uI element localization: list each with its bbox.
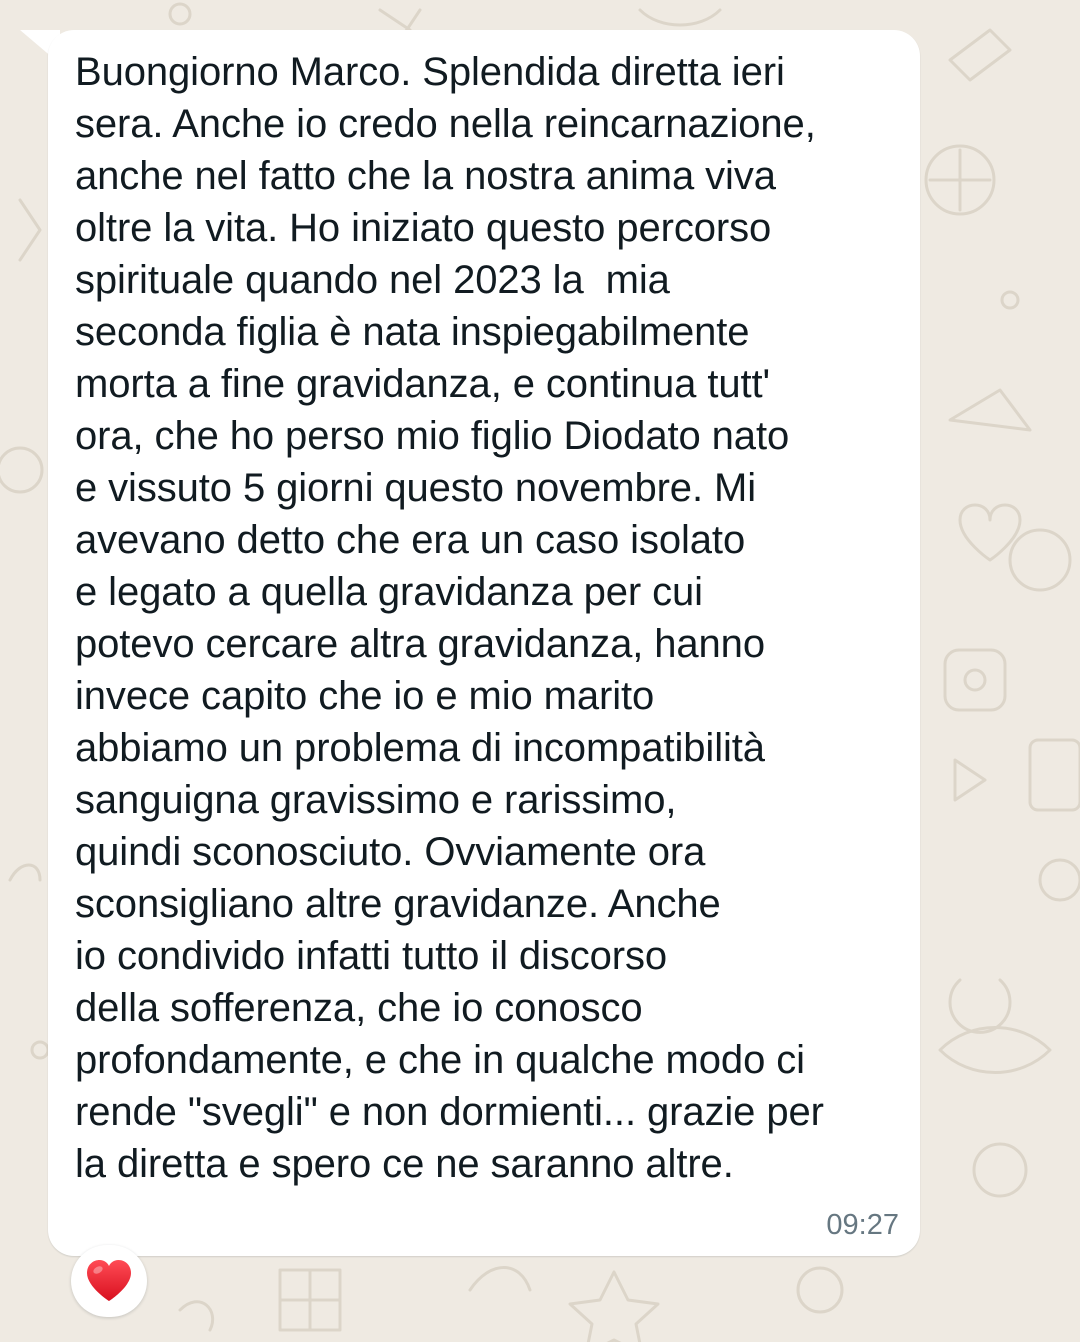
message-line: profondamente, e che in qualche modo ci bbox=[75, 1038, 805, 1082]
message-line: invece capito che io e mio marito bbox=[75, 674, 655, 718]
message-timestamp: 09:27 bbox=[826, 1209, 899, 1241]
message-line: rende "svegli" e non dormienti... grazie per bbox=[75, 1090, 824, 1134]
message-line: abbiamo un problema di incompatibilità bbox=[75, 726, 765, 770]
message-line: sera. Anche io credo nella reincarnazione, bbox=[75, 102, 816, 146]
message-line: seconda figlia è nata inspiegabilmente bbox=[75, 310, 750, 354]
message-line: morta a fine gravidanza, e continua tutt' bbox=[75, 362, 771, 406]
message-line: spirituale quando nel 2023 la mia bbox=[75, 258, 670, 302]
message-line: sconsigliano altre gravidanze. Anche bbox=[75, 882, 721, 926]
message-line: anche nel fatto che la nostra anima viva bbox=[75, 154, 776, 198]
message-line: della sofferenza, che io conosco bbox=[75, 986, 643, 1030]
message-line: e legato a quella gravidanza per cui bbox=[75, 570, 703, 614]
message-line: quindi sconosciuto. Ovviamente ora bbox=[75, 830, 706, 874]
message-line: sanguigna gravissimo e rarissimo, bbox=[75, 778, 677, 822]
message-line: la diretta e spero ce ne saranno altre. bbox=[75, 1142, 734, 1186]
message-line: ora, che ho perso mio figlio Diodato nato bbox=[75, 414, 790, 458]
heart-icon bbox=[85, 1259, 133, 1303]
message-text bbox=[75, 46, 824, 1190]
message-line: e vissuto 5 giorni questo novembre. Mi bbox=[75, 466, 756, 510]
message-line: potevo cercare altra gravidanza, hanno bbox=[75, 622, 765, 666]
message-line: avevano detto che era un caso isolato bbox=[75, 518, 746, 562]
message-line: Buongiorno Marco. Splendida diretta ieri bbox=[75, 50, 785, 94]
message-line: oltre la vita. Ho iniziato questo percorso bbox=[75, 206, 772, 250]
reaction-badge[interactable] bbox=[71, 1245, 147, 1317]
message-line: io condivido infatti tutto il discorso bbox=[75, 934, 668, 978]
